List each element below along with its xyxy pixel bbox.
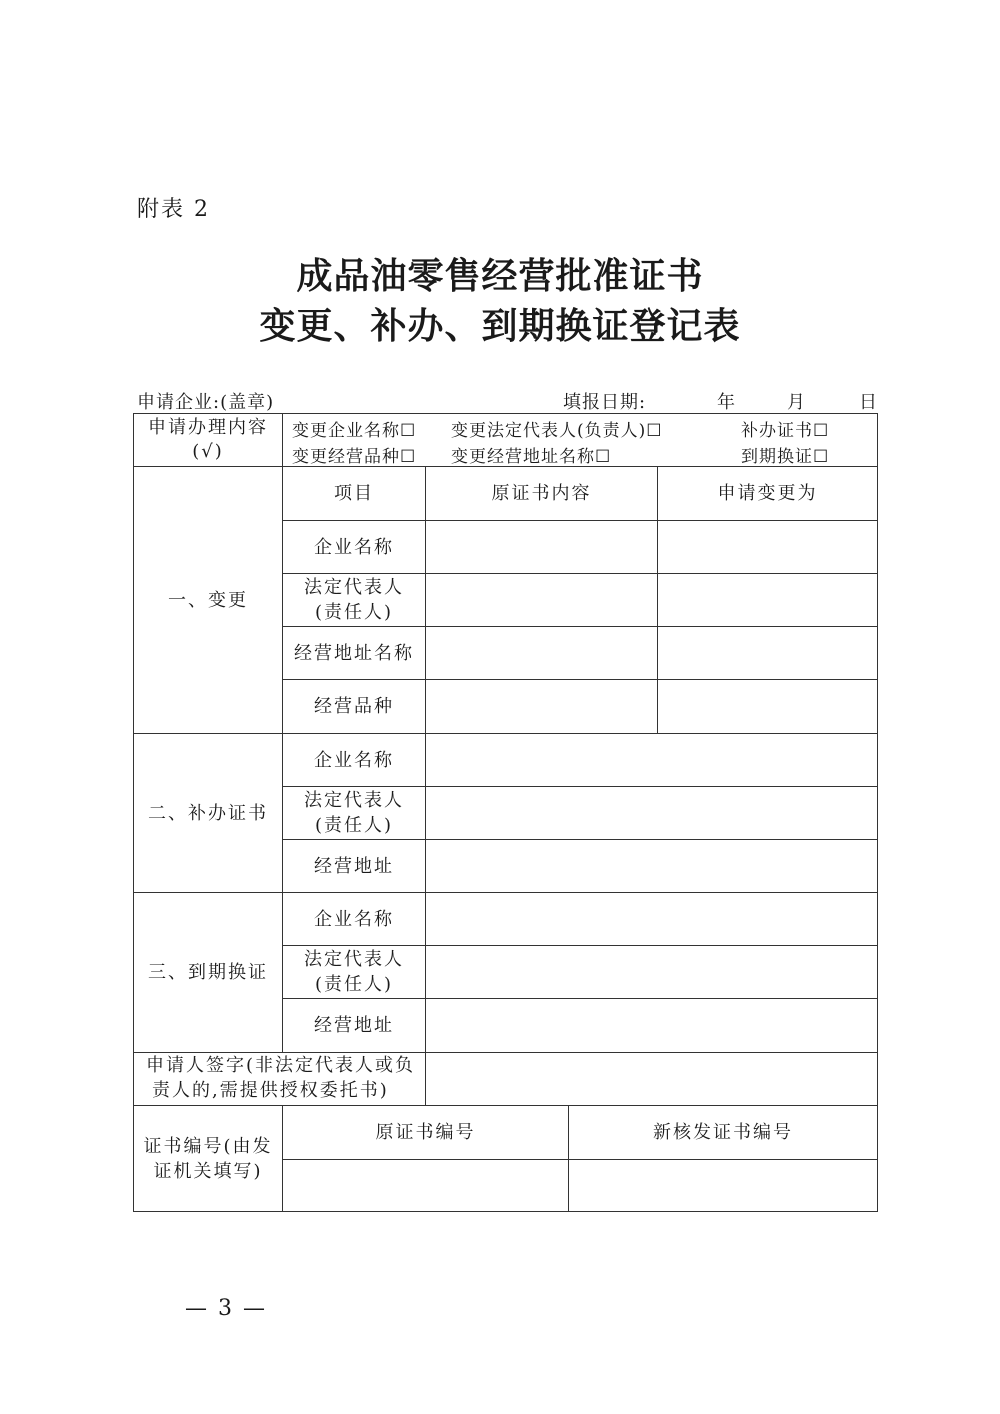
header-original-content: 原证书内容 (491, 483, 592, 504)
header-item: 项目 (334, 483, 374, 504)
reissue-row-legal-rep-line1: 法定代表人 (304, 790, 404, 811)
renew-row-company-name: 企业名称 (314, 908, 394, 930)
section-reissue-label: 二、补办证书 (148, 802, 268, 824)
change-row-legal-rep (283, 574, 425, 626)
section-renew-label: 三、到期换证 (148, 962, 268, 983)
option-renew-cert[interactable]: 到期换证☐ (741, 447, 830, 467)
header-new-cert-number: 新核发证书编号 (653, 1122, 793, 1143)
change-row-business-scope: 经营品种 (314, 696, 394, 717)
signature-label-line1: 申请人签字(非法定代表人或负 (146, 1055, 416, 1076)
apply-content-label (134, 414, 282, 466)
change-row-legal-rep-line1: 法定代表人 (304, 577, 404, 598)
change-row-legal-rep-line2: (责任人) (314, 602, 394, 623)
applicant-signature-label (134, 1053, 425, 1105)
header-requested-change: 申请变更为 (717, 483, 818, 504)
form-title-line2: 变更、补办、到期换证登记表 (259, 306, 741, 347)
reissue-row-business-address: 经营地址 (314, 855, 394, 877)
reissue-row-company-name: 企业名称 (314, 749, 394, 771)
option-change-legal-rep[interactable]: 变更法定代表人(负责人)☐ (451, 421, 663, 441)
cert-number-label (134, 1106, 282, 1211)
change-row-business-address: 经营地址名称 (294, 642, 414, 664)
reissue-row-legal-rep-line2: (责任人) (314, 815, 394, 836)
header-original-cert-number: 原证书编号 (375, 1122, 476, 1143)
section-change-label: 一、变更 (168, 589, 248, 611)
form-title-line1: 成品油零售经营批准证书 (296, 256, 704, 297)
reissue-row-legal-rep (283, 787, 425, 839)
option-reissue-cert[interactable]: 补办证书☐ (741, 421, 830, 441)
month-label: 月 (787, 392, 806, 413)
day-label: 日 (859, 392, 878, 413)
year-label: 年 (717, 392, 736, 413)
cert-number-label-line1: 证书编号(由发 (143, 1135, 273, 1157)
apply-content-label-line1: 申请办理内容 (148, 417, 268, 438)
option-change-company-name[interactable]: 变更企业名称☐ (292, 421, 417, 441)
change-row-company-name: 企业名称 (314, 536, 394, 558)
cert-number-label-line2: 证机关填写) (153, 1160, 263, 1182)
renew-row-legal-rep (283, 946, 425, 998)
renew-row-legal-rep-line1: 法定代表人 (304, 949, 404, 970)
fill-date-label: 填报日期: (563, 392, 647, 413)
applicant-company-label: 申请企业:(盖章) (137, 392, 275, 413)
apply-content-label-line2: (√) (192, 441, 224, 462)
renew-row-business-address: 经营地址 (314, 1015, 394, 1036)
attachment-label: 附表 2 (137, 197, 210, 222)
page-number: — 3 — (185, 1296, 267, 1321)
option-change-business-scope[interactable]: 变更经营品种☐ (292, 447, 417, 467)
option-change-business-address[interactable]: 变更经营地址名称☐ (451, 447, 612, 467)
renew-row-legal-rep-line2: (责任人) (314, 974, 394, 995)
signature-label-line2: 责人的,需提供授权委托书) (152, 1080, 389, 1101)
